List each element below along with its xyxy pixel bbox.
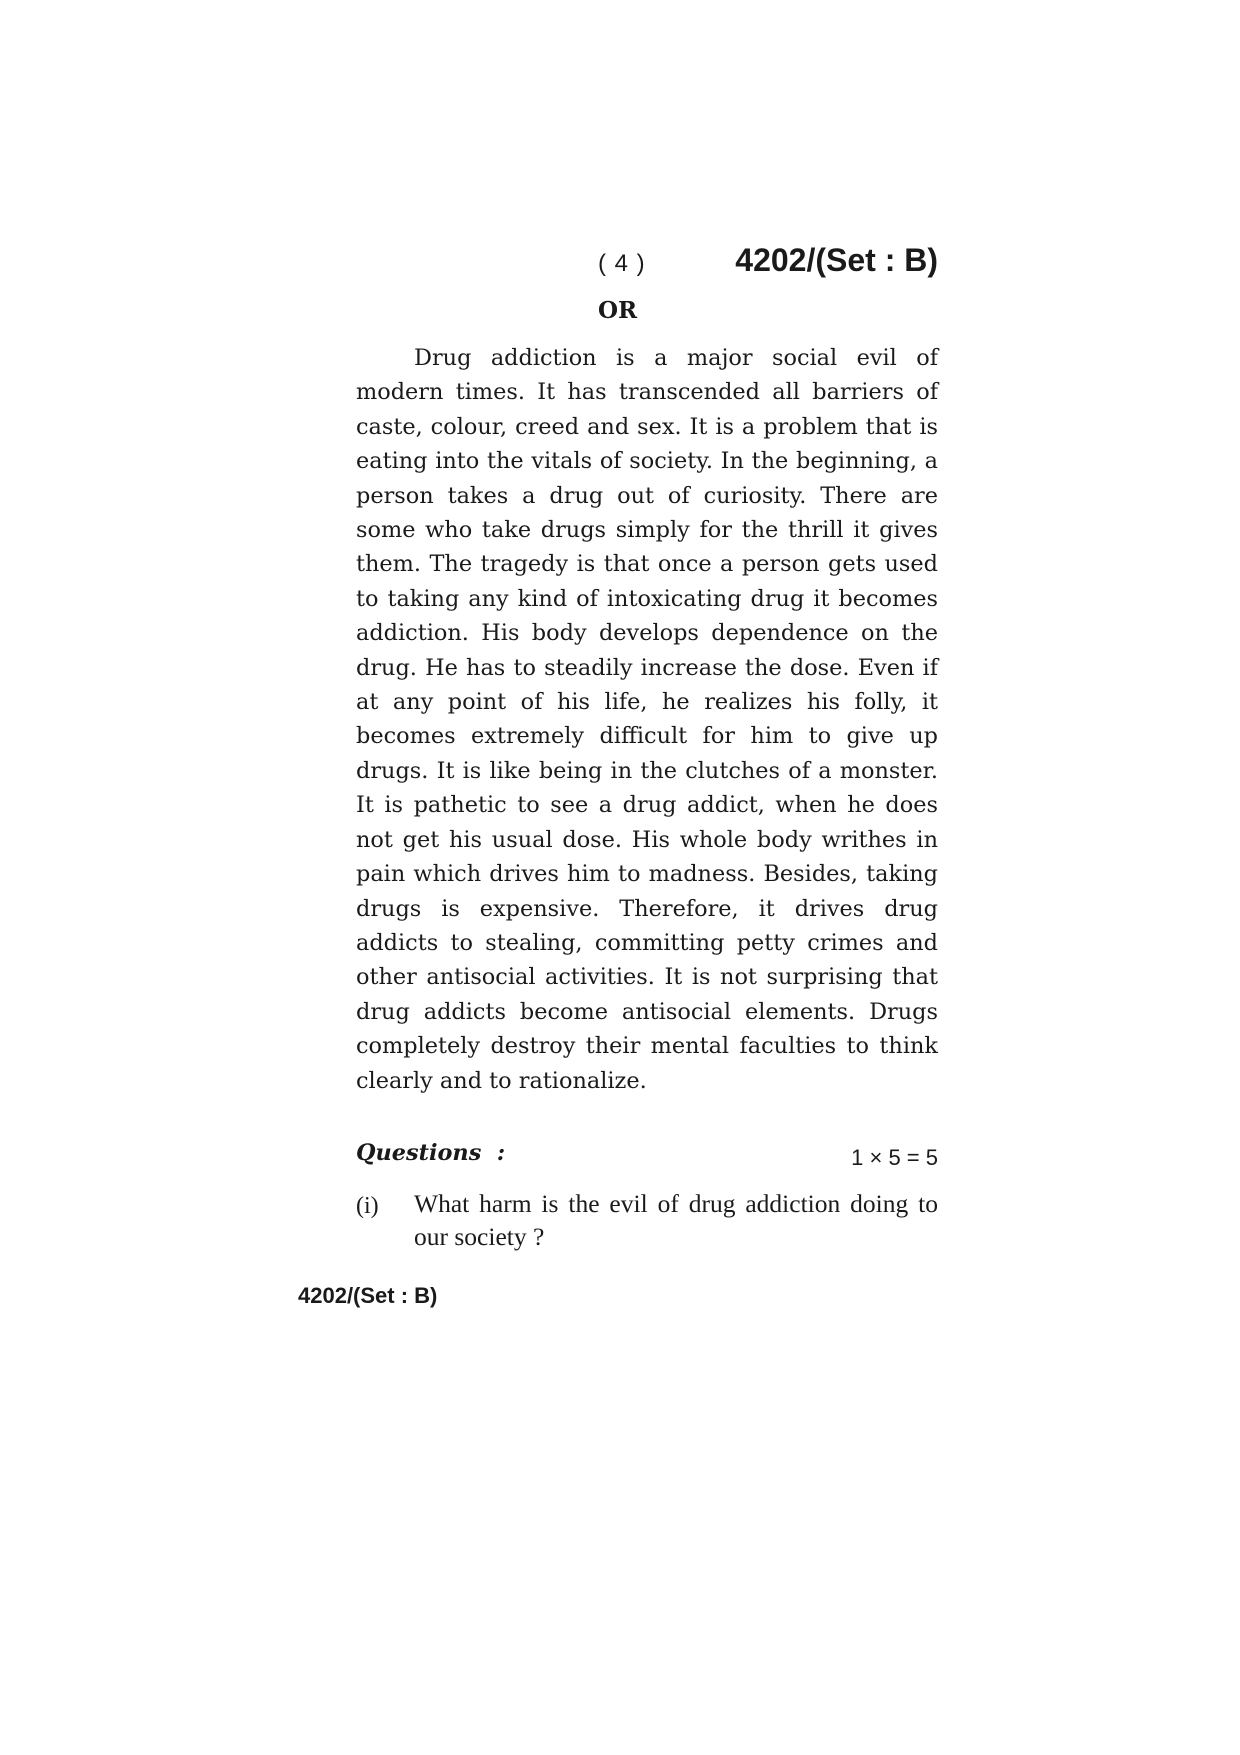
marks-allocation: 1 × 5 = 5 <box>851 1145 938 1170</box>
paper-code-footer: 4202/(Set : B) <box>298 1283 438 1308</box>
passage-text: Drug addiction is a major social evil of modern times. It has transcended all barriers of caste, colour, creed and sex. It is a problem that is eating into the vitals of society. In the beginning, a person takes a drug out of curiosity. There are some who take drugs simply for the thrill it gives them. The tragedy is that once a person gets used to taking any kind of intoxicating drug it becomes addiction. His body develops dependence on the drug. He has to steadily increase the dose. Even if at any point of his life, he realizes his folly, it becomes extremely difficult for him to give up drugs. It is like being in the clutches of a monster. It is pathetic to see a drug addict, when he does not get his usual dose. His whole body writhes in pain which drives him to madness. Besides, taking drugs is expensive. Therefore, it drives drug addicts to stealing, committing petty crimes and other antisocial activities. It is not surprising that drug addicts become antisocial elements. Drugs completely destroy their mental faculties to think clearly and to rationalize. <box>356 345 938 1094</box>
paper-code-header: 4202/(Set : B) <box>735 242 938 278</box>
question-text: What harm is the evil of drug addiction doing to our society ? <box>414 1189 938 1251</box>
questions-heading: Questions : <box>356 1140 506 1166</box>
page-number: ( 4 ) <box>598 250 646 277</box>
question-number: (i) <box>356 1193 379 1219</box>
or-label: OR <box>598 297 638 324</box>
